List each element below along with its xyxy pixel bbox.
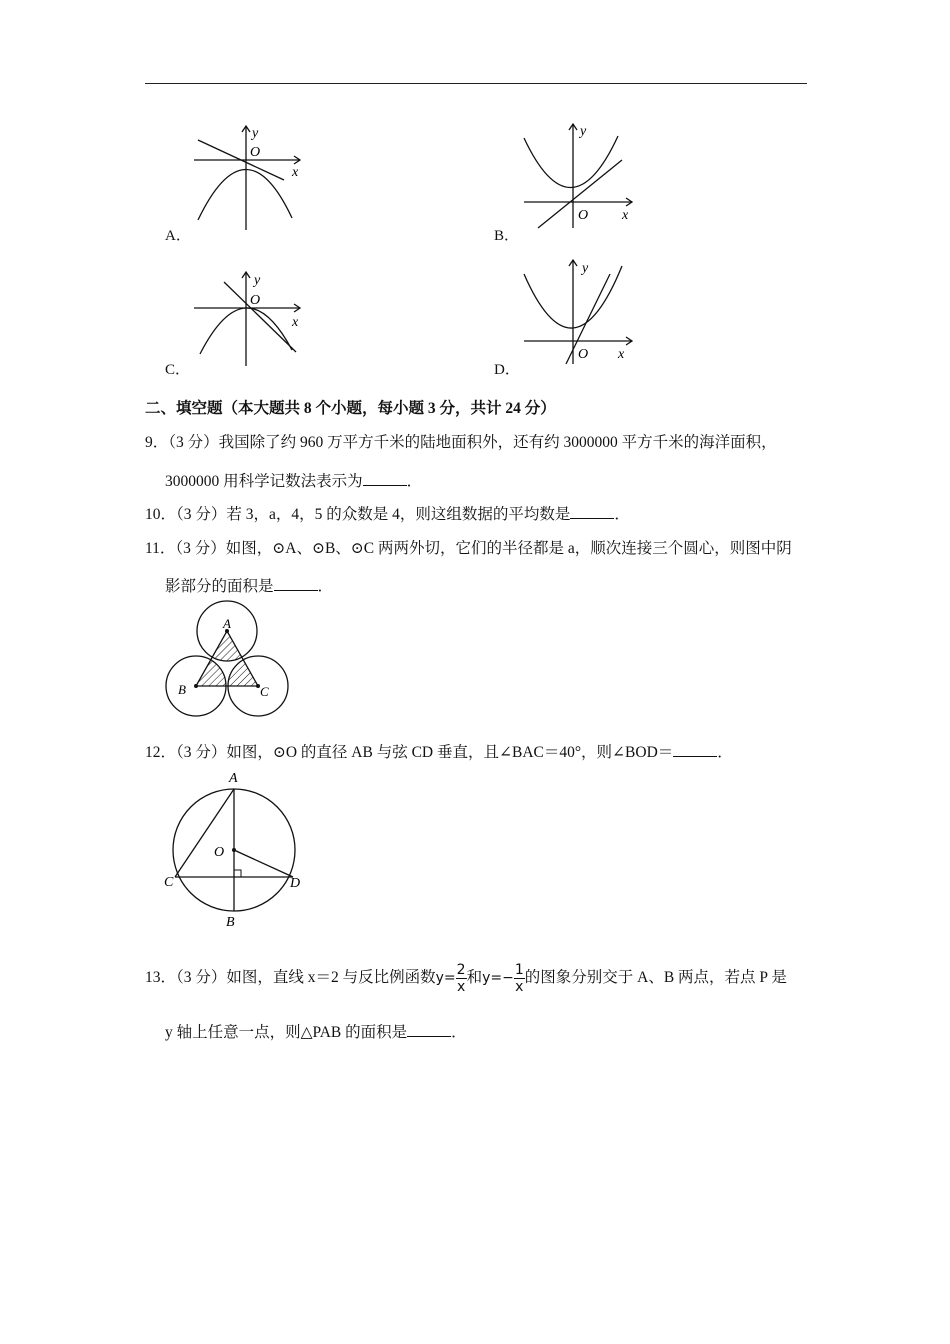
label-d: D bbox=[290, 876, 301, 891]
q11-text: 影部分的面积是 bbox=[165, 578, 274, 595]
x-label: x bbox=[292, 315, 299, 330]
parabola-graph bbox=[524, 136, 618, 188]
right-angle-mark bbox=[234, 870, 241, 877]
x-label: x bbox=[618, 347, 625, 362]
q13-f2-den: x bbox=[515, 979, 524, 995]
option-b-graph bbox=[518, 120, 638, 232]
label-a: A bbox=[229, 771, 238, 786]
option-b-label: B． bbox=[494, 228, 520, 244]
q12-answer-blank[interactable] bbox=[673, 742, 717, 757]
q9-line2 bbox=[165, 469, 422, 491]
q12-figure bbox=[160, 764, 310, 930]
label-o: O bbox=[214, 845, 225, 860]
q11-figure bbox=[160, 600, 292, 720]
q13-line2 bbox=[165, 1020, 467, 1042]
section-title: 二、填空题（本大题共 8 个小题，每小题 3 分，共计 24 分） bbox=[145, 400, 556, 417]
q13-fraction-1 bbox=[456, 962, 467, 995]
q13-text2: y 轴上任意一点，则△PAB 的面积是 bbox=[165, 1024, 408, 1041]
origin-label: O bbox=[578, 347, 589, 362]
x-label: x bbox=[292, 165, 299, 180]
q11-line1: 11．（3 分）如图，⊙A、⊙B、⊙C 两两外切，它们的半径都是 a，顺次连接三个圆心，则图中阴 bbox=[145, 540, 792, 557]
q10-line bbox=[145, 502, 630, 524]
q10-text: 10．（3 分）若 3，a，4，5 的众数是 4，则这组数据的平均数是 bbox=[145, 506, 571, 523]
q12-line bbox=[145, 740, 733, 762]
q13-f2-y: y=− bbox=[482, 970, 514, 987]
q11-line2 bbox=[165, 574, 333, 596]
option-c-label: C． bbox=[165, 362, 191, 378]
q10-answer-blank[interactable] bbox=[570, 504, 614, 519]
option-c-graph bbox=[188, 268, 308, 368]
option-a-label: A． bbox=[165, 228, 191, 244]
segment-ac bbox=[175, 789, 234, 877]
q13-end: ． bbox=[451, 1024, 467, 1041]
center-b bbox=[194, 684, 198, 688]
segment-od bbox=[234, 850, 293, 877]
q12-end: ． bbox=[717, 744, 733, 761]
origin-label: O bbox=[250, 145, 261, 160]
q13-prefix: 13．（3 分）如图，直线 x＝2 与反比例函数 bbox=[145, 969, 436, 987]
label-c: C bbox=[260, 684, 269, 699]
q13-answer-blank[interactable] bbox=[407, 1022, 451, 1037]
y-label: y bbox=[582, 261, 589, 276]
y-label: y bbox=[254, 273, 261, 288]
q13-f1-num: 2 bbox=[456, 962, 466, 978]
label-c: C bbox=[164, 875, 174, 890]
q13-f2-num: 1 bbox=[514, 962, 524, 978]
label-b: B bbox=[178, 682, 186, 697]
y-label: y bbox=[580, 124, 587, 139]
q12-text: 12．（3 分）如图，⊙O 的直径 AB 与弦 CD 垂直，且∠BAC＝40°，则∠BOD＝ bbox=[145, 744, 674, 761]
header-rule bbox=[145, 83, 807, 84]
q9-answer-blank[interactable] bbox=[363, 471, 407, 486]
option-a-graph bbox=[188, 122, 308, 234]
q10-end: ． bbox=[614, 506, 630, 523]
y-label: y bbox=[252, 126, 259, 141]
q13-suffix: 的图象分别交于 A、B 两点，若点 P 是 bbox=[524, 969, 787, 987]
q9-text: 3000000 用科学记数法表示为 bbox=[165, 473, 363, 490]
q9-line1: 9．（3 分）我国除了约 960 万平方千米的陆地面积外，还有约 3000000 平方千米的海洋面积， bbox=[145, 434, 777, 451]
q13-mid: 和 bbox=[466, 969, 483, 987]
label-b: B bbox=[226, 915, 235, 930]
origin-label: O bbox=[578, 208, 589, 223]
q13-f1-den: x bbox=[456, 979, 466, 995]
q11-answer-blank[interactable] bbox=[274, 576, 318, 591]
q13-line1 bbox=[145, 962, 787, 995]
q9-end: ． bbox=[406, 473, 423, 490]
option-d-graph bbox=[518, 256, 638, 366]
q11-end: ． bbox=[317, 578, 334, 595]
label-a: A bbox=[223, 616, 231, 631]
center-o bbox=[232, 848, 236, 852]
option-d-label: D． bbox=[494, 362, 520, 378]
q13-fraction-2 bbox=[514, 962, 525, 995]
q13-f1-y: y= bbox=[435, 970, 456, 987]
origin-label: O bbox=[250, 293, 261, 308]
x-label: x bbox=[622, 208, 629, 223]
